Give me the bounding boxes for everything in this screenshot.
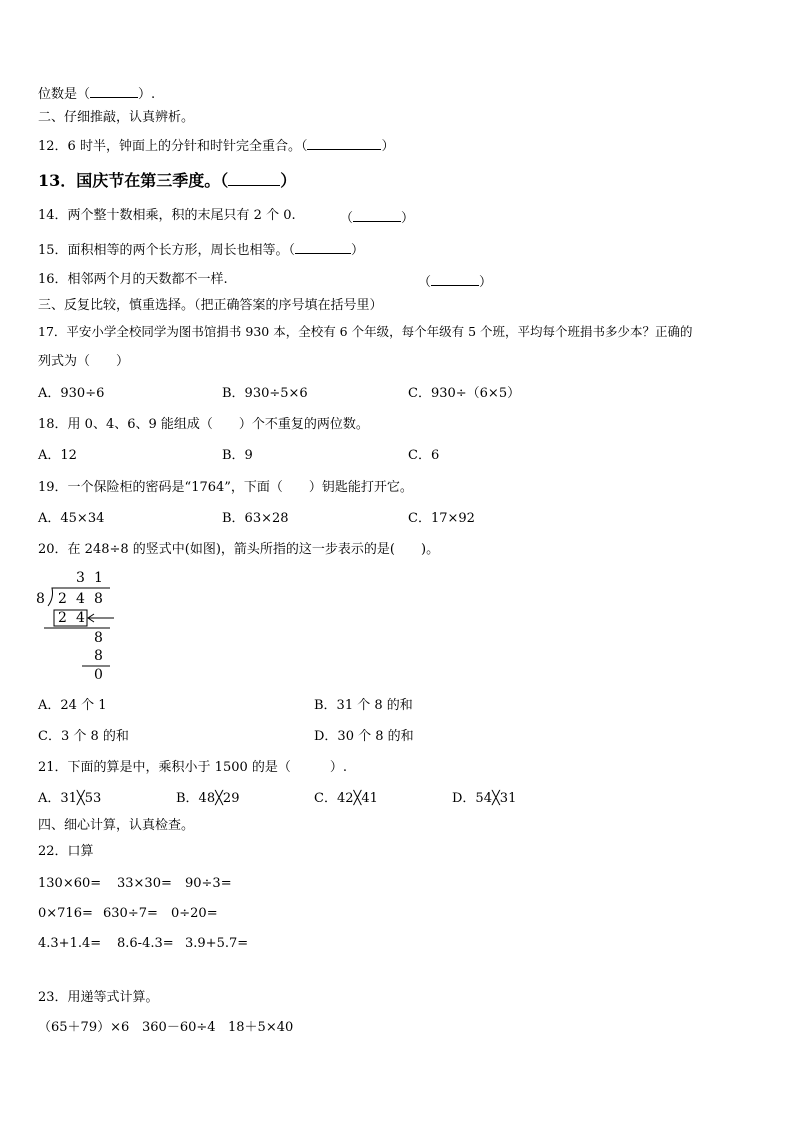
question-21: 21．下面的算是中，乘积小于 1500 的是（ ）. <box>38 760 348 775</box>
oral-calc-item: 630÷7= <box>103 906 158 921</box>
q15-text: 15．面积相等的两个长方形，周长也相等。（ <box>38 243 296 258</box>
q21-option-d[interactable]: D．54╳31 <box>452 791 517 806</box>
oral-calc-item: 130×60= <box>38 876 102 891</box>
step-digit: 4 <box>76 610 85 626</box>
oral-calc-item: 33×30= <box>117 876 172 891</box>
question-12 <box>38 136 394 155</box>
question-14 <box>38 208 415 226</box>
section-4-heading: 四、细心计算，认真检查。 <box>38 818 195 833</box>
q18-option-a[interactable]: A．12 <box>38 448 77 463</box>
oral-calc-item: 4.3+1.4= <box>38 936 102 951</box>
long-division-figure <box>34 568 124 688</box>
q17-option-c[interactable]: C．930÷（6×5） <box>408 386 521 401</box>
question-13 <box>38 172 296 189</box>
dividend-digit: 8 <box>94 591 103 607</box>
step-digit: 8 <box>94 648 103 664</box>
answer-blank[interactable] <box>90 84 138 98</box>
q21-option-c[interactable]: C．42╳41 <box>314 791 378 806</box>
line-q11-tail <box>38 84 155 103</box>
q18-option-c[interactable]: C．6 <box>408 448 440 463</box>
q12-text: 12．6 时半，钟面上的分针和时针完全重合。（ <box>38 139 308 154</box>
step-digit: 2 <box>58 610 67 626</box>
open-paren: （ <box>340 211 354 226</box>
question-17-line1: 17．平安小学全校同学为图书馆捐书 930 本，全校有 6 个年级，每个年级有 5 个班，平均每个班捐书多少本？正确的 <box>38 324 693 339</box>
question-16 <box>38 272 493 290</box>
oral-calc-item: 0×716= <box>38 906 93 921</box>
quotient-digit: 1 <box>94 570 103 586</box>
q13-text: 13．国庆节在第三季度。（ <box>38 171 229 190</box>
q11-text-end: ）. <box>138 87 156 102</box>
close-paren: ） <box>479 275 493 290</box>
q19-option-c[interactable]: C．17×92 <box>408 511 475 526</box>
stepwise-calc-item: 18＋5×40 <box>228 1020 294 1035</box>
question-17-line2: 列式为（ ） <box>38 354 130 369</box>
question-22: 22．口算 <box>38 844 94 859</box>
answer-blank[interactable] <box>431 272 479 286</box>
answer-blank[interactable] <box>353 208 401 222</box>
q20-option-b[interactable]: B．31 个 8 的和 <box>314 698 413 713</box>
answer-blank[interactable] <box>228 172 280 186</box>
q13-close: ） <box>280 171 297 190</box>
q20-option-a[interactable]: A．24 个 1 <box>38 698 107 713</box>
answer-blank[interactable] <box>295 240 351 254</box>
question-20: 20．在 248÷8 的竖式中(如图)，箭头所指的这一步表示的是( )。 <box>38 542 440 557</box>
question-19: 19．一个保险柜的密码是“1764”，下面（ ）钥匙能打开它。 <box>38 480 413 495</box>
question-15 <box>38 240 364 259</box>
oral-calc-item: 90÷3= <box>185 876 232 891</box>
q21-option-b[interactable]: B．48╳29 <box>176 791 240 806</box>
remainder-digit: 8 <box>94 630 103 646</box>
close-paren: ） <box>401 211 415 226</box>
oral-calc-item: 3.9+5.7= <box>185 936 249 951</box>
question-18: 18．用 0、4、6、9 能组成（ ）个不重复的两位数。 <box>38 417 369 432</box>
q19-option-a[interactable]: A．45×34 <box>38 511 105 526</box>
q11-text: 位数是（ <box>38 87 91 102</box>
divisor: 8 <box>36 591 45 607</box>
q17-option-b[interactable]: B．930÷5×6 <box>222 386 308 401</box>
q14-text: 14．两个整十数相乘，积的末尾只有 2 个 0. <box>38 208 296 223</box>
quotient-digit: 3 <box>76 570 85 586</box>
q16-text: 16．相邻两个月的天数都不一样. <box>38 272 228 287</box>
open-paren: （ <box>418 275 432 290</box>
stepwise-calc-item: （65＋79）×6 <box>38 1020 130 1035</box>
q14-answer-box <box>340 208 414 227</box>
question-23: 23．用递等式计算。 <box>38 990 159 1005</box>
oral-calc-item: 8.6-4.3= <box>117 936 174 951</box>
section-3-heading: 三、反复比较，慎重选择。（把正确答案的序号填在括号里） <box>38 298 383 313</box>
q19-option-b[interactable]: B．63×28 <box>222 511 289 526</box>
q16-answer-box <box>418 272 492 291</box>
q15-close: ） <box>351 243 365 258</box>
q21-option-a[interactable]: A．31╳53 <box>38 791 102 806</box>
dividend-digit: 4 <box>76 591 85 607</box>
q12-close: ） <box>381 139 395 154</box>
q20-option-d[interactable]: D．30 个 8 的和 <box>314 729 414 744</box>
remainder-digit: 0 <box>94 667 103 683</box>
division-bracket <box>34 568 124 688</box>
answer-blank[interactable] <box>307 136 381 150</box>
section-2-heading: 二、仔细推敲，认真辨析。 <box>38 110 195 125</box>
stepwise-calc-item: 360－60÷4 <box>142 1020 216 1035</box>
dividend-digit: 2 <box>58 591 67 607</box>
oral-calc-item: 0÷20= <box>171 906 218 921</box>
q17-option-a[interactable]: A．930÷6 <box>38 386 105 401</box>
q18-option-b[interactable]: B．9 <box>222 448 253 463</box>
q20-option-c[interactable]: C．3 个 8 的和 <box>38 729 129 744</box>
